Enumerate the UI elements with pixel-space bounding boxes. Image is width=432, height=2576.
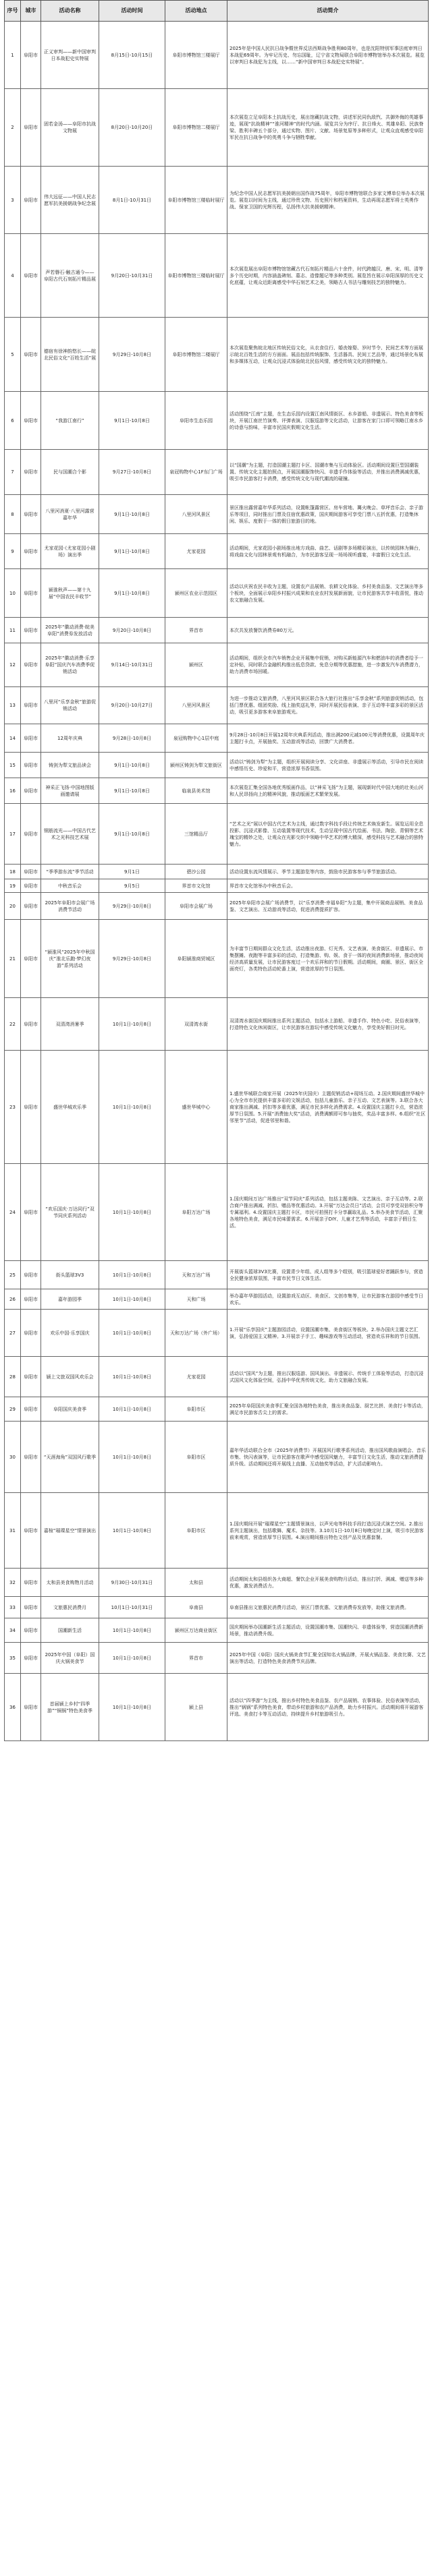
cell-no: 27 xyxy=(5,1310,21,1357)
cell-name: 欢乐中国·乐享国庆 xyxy=(41,1310,99,1357)
cell-no: 7 xyxy=(5,450,21,495)
table-row xyxy=(5,1569,429,1597)
cell-city: 阜阳市 xyxy=(21,1618,41,1643)
cell-no: 8 xyxy=(5,495,21,534)
cell-time: 10月1日-10月8日 xyxy=(99,1051,165,1164)
cell-name: 民与国潮合个影 xyxy=(41,450,99,495)
cell-name: 八里河“乐享金秋”旅游促销活动 xyxy=(41,687,99,724)
cell-name: 2025年“徽动消费·皖美阜阳”消费券发放活动 xyxy=(41,618,99,643)
cell-time: 10月1日-10月31日 xyxy=(99,1597,165,1618)
table-body xyxy=(5,22,429,1741)
cell-intro: 以“国潮”为主题，打造国潮主题打卡区、国潮市集与互动体验区。活动期间设置巨型国潮装置、传统文化主题拍照点，开展国潮服饰快闪、非遗手作体验等活动，并推出消费满减优惠，吸引市民游客打卡消费，感受传统文化与现代潮流的碰撞。 xyxy=(227,450,429,495)
cell-time: 9月28日-10月8日 xyxy=(99,724,165,753)
cell-intro: 本次展览汇集全国各地优秀版画作品，以“神采飞扬”为主题，展现新时代中国大地的壮美山河和人民昂扬向上的精神风貌，推动版画艺术繁荣发展。 xyxy=(227,778,429,804)
cell-intro: 1.盛世华城联合商家开展（2025年庆国庆）主题促销活动+现场互动。2.国庆期间盛世华城中心为全市市民提供丰富多彩的文娱活动，包括儿童游乐、亲子互动、文艺表演等。3.联合各大商家推出满减、折扣等多重优惠，满足市民多样化消费需求。4.设置国庆主题打卡点，营造浓厚节日氛围。5.开展“消费抽大奖”活动，消费满额即可参与抽奖，奖品丰富多样。6.组织“社区邻里节”活动，促进邻里和谐。 xyxy=(227,1051,429,1164)
cell-city: 阜阳市 xyxy=(21,998,41,1051)
cell-no: 1 xyxy=(5,22,21,89)
cell-no: 29 xyxy=(5,1397,21,1422)
cell-place: 八里河风景区 xyxy=(165,495,227,534)
cell-time: 10月1日-10月8日 xyxy=(99,1493,165,1569)
cell-city: 阜阳市 xyxy=(21,392,41,450)
cell-place: 碧沙公园 xyxy=(165,865,227,879)
cell-intro: 举办嘉年华游园活动，设置游戏互动区、美食区、文创市集等，让市民游客在游园中感受节日欢乐。 xyxy=(227,1289,429,1310)
cell-no: 34 xyxy=(5,1618,21,1643)
cell-no: 33 xyxy=(5,1597,21,1618)
table-row xyxy=(5,1289,429,1310)
table-row xyxy=(5,879,429,893)
cell-place: 阜阳市区 xyxy=(165,1493,227,1569)
cell-place: 尤家花园 xyxy=(165,534,227,569)
table-row xyxy=(5,1310,429,1357)
cell-time: 9月27日-10月8日 xyxy=(99,450,165,495)
cell-time: 9月30日-10月31日 xyxy=(99,1569,165,1597)
cell-city: 阜阳市 xyxy=(21,534,41,569)
table-row xyxy=(5,234,429,318)
header-time: 活动时间 xyxy=(99,1,165,22)
cell-place: 颍州区农业示范园区 xyxy=(165,569,227,618)
table-row xyxy=(5,1397,429,1422)
cell-no: 13 xyxy=(5,687,21,724)
cell-name: 铸剑为犁文旅品读会 xyxy=(41,753,99,778)
cell-no: 35 xyxy=(5,1643,21,1674)
cell-intro: 本次展览聚焦皖北地区传统民俗文化，从衣食住行、婚丧嫁娶、岁时节令、民间艺术等方面展示皖北百姓生活的方方面面。展品包括传统服饰、生活器具、民间工艺品等，通过场景化布展和多媒体互动，让观众沉浸式体验皖北民俗风情，感受传统文化的独特魅力。 xyxy=(227,318,429,392)
table-row xyxy=(5,167,429,234)
cell-city: 阜阳市 xyxy=(21,804,41,865)
header-intro: 活动简介 xyxy=(227,1,429,22)
table-row xyxy=(5,893,429,920)
cell-time: 10月1日-10月8日 xyxy=(99,1164,165,1261)
cell-city: 阜阳市 xyxy=(21,1289,41,1310)
table-row xyxy=(5,1051,429,1164)
cell-intro: 为进一步推动文旅消费，八里河风景区联合各大旅行社推出“乐享金秋”系列旅游促销活动，包括门票优惠、组团奖励、线上抽奖送礼等，同时开展民俗表演、亲子互动等丰富多彩的景区活动，吸引更多游客来阜旅游观光。 xyxy=(227,687,429,724)
cell-name: 2025年“徽动消费·乐享阜阳”国庆汽车消费季促销活动 xyxy=(41,643,99,687)
cell-time: 10月1日-10月8日 xyxy=(99,1618,165,1643)
cell-no: 10 xyxy=(5,569,21,618)
cell-time: 9月5日 xyxy=(99,879,165,893)
cell-place: 三馆精品厅 xyxy=(165,804,227,865)
cell-name: 双清湾消暑季 xyxy=(41,998,99,1051)
cell-place: 颍上县 xyxy=(165,1674,227,1741)
table-row xyxy=(5,1597,429,1618)
cell-city: 阜阳市 xyxy=(21,893,41,920)
cell-time: 10月1日-10月8日 xyxy=(99,1397,165,1422)
table-header-row xyxy=(5,1,429,22)
cell-time: 10月1日-10月8日 xyxy=(99,1289,165,1310)
cell-time: 9月1日-10月8日 xyxy=(99,804,165,865)
cell-no: 31 xyxy=(5,1493,21,1569)
cell-no: 12 xyxy=(5,643,21,687)
cell-intro: 为纪念中国人民志愿军抗美援朝出国作战75周年，阜阳市博物馆联合多家文博单位举办本次展览。展览以时间为主线，通过珍贵文物、历史照片和档案资料，生动再现志愿军将士英勇作战、保家卫国的光辉历程，弘扬伟大抗美援朝精神。 xyxy=(227,167,429,234)
cell-no: 22 xyxy=(5,998,21,1051)
cell-place: 界首市 xyxy=(165,1643,227,1674)
cell-city: 阜阳市 xyxy=(21,167,41,234)
cell-name: 国潮新生活 xyxy=(41,1618,99,1643)
cell-no: 19 xyxy=(5,879,21,893)
cell-place: 泉冠购物中心1层中庭 xyxy=(165,724,227,753)
table-row xyxy=(5,865,429,879)
table-row xyxy=(5,1357,429,1397)
cell-place: 阜阳市区 xyxy=(165,1397,227,1422)
cell-name: 阜阳国庆美食季 xyxy=(41,1397,99,1422)
cell-intro: 2025年阜阳国庆美食季汇聚全国各地特色美食，推出美食品鉴、厨艺比拼、美食打卡等活动，满足市民游客舌尖上的需求。 xyxy=(227,1397,429,1422)
cell-intro: 1.国庆期间万达广场推出“双节同庆”系列活动，包括主题美陈、文艺演出、亲子互动等。2.联合商户推出满减、折扣、赠品等优惠活动。3.开展“万达会员日”活动，会员可享受双倍积分等专属福利。4.设置国庆主题打卡区，市民可拍照打卡分享赢取礼品。5.举办美食节活动，汇聚各地特色美食，满足市民味蕾需求。6.开展亲子DIY、儿童才艺秀等活动，丰富亲子假日生活。 xyxy=(227,1164,429,1261)
cell-place: 天和万达广场 xyxy=(165,1261,227,1289)
cell-name: 2025年中国（阜阳）国庆火锅美食节 xyxy=(41,1643,99,1674)
cell-intro: 本次共发放餐饮消费券80万元。 xyxy=(227,618,429,643)
cell-name: 颍上文旅双国风欢乐会 xyxy=(41,1357,99,1397)
cell-place: 太和县 xyxy=(165,1569,227,1597)
cell-time: 10月1日-10月8日 xyxy=(99,1422,165,1493)
cell-time: 9月29日-10月8日 xyxy=(99,893,165,920)
cell-name: 颍淮秋声——第十九届“中国农民丰收节” xyxy=(41,569,99,618)
header-place: 活动地点 xyxy=(165,1,227,22)
table-row xyxy=(5,534,429,569)
cell-name: 街头篮球3V3 xyxy=(41,1261,99,1289)
cell-no: 25 xyxy=(5,1261,21,1289)
cell-no: 3 xyxy=(5,167,21,234)
cell-name: 嘉年游园季 xyxy=(41,1289,99,1310)
cell-no: 28 xyxy=(5,1357,21,1397)
table-row xyxy=(5,920,429,998)
table-row xyxy=(5,643,429,687)
events-table xyxy=(4,0,429,1741)
cell-place: 阜阳市会展广场 xyxy=(165,893,227,920)
cell-name: “我游江南行” xyxy=(41,392,99,450)
header-city: 城市 xyxy=(21,1,41,22)
cell-city: 阜阳市 xyxy=(21,1493,41,1569)
cell-intro: 本次展览立足阜阳本土抗战历史，展出馆藏抗战文物，讲述军民同仇敌忾、共御外侮的英雄事迹，展现“抗战精神”“淮河精神”的时代内涵。展览共分为序厅、抗日烽火、英雄阜阳、民族脊梁、胜利丰碑五个部分，通过实物、图片、文献、场景复原等多种形式，让观众直观感受阜阳军民在抗日战争中的英勇斗争与牺牲奉献。 xyxy=(227,89,429,167)
cell-city: 阜阳市 xyxy=(21,22,41,89)
cell-city: 阜阳市 xyxy=(21,1261,41,1289)
cell-place: 阜阳市博物馆二楼展厅 xyxy=(165,318,227,392)
cell-place: 阜阳市生态乐园 xyxy=(165,392,227,450)
cell-name: 首届颍上乡村“四季游”“锅锅”特色美食季 xyxy=(41,1674,99,1741)
cell-city: 阜阳市 xyxy=(21,920,41,998)
cell-city: 阜阳市 xyxy=(21,234,41,318)
cell-intro: 嘉年华活动联合全市（2025年消费节）开展国风行歌季系列活动，推出国风歌曲演唱会、音乐市集、快闪表演等，让市民游客在歌声中感受国风魅力，丰富节日文化生活，推动文旅消费提质升级。活动期间还将开展线上直播、互动抽奖等活动，扩大活动影响力。 xyxy=(227,1422,429,1493)
cell-time: 9月1日-10月8日 xyxy=(99,753,165,778)
cell-name: 太和县美食购物月活动 xyxy=(41,1569,99,1597)
cell-city: 阜阳市 xyxy=(21,753,41,778)
cell-intro: 阜南县推出文旅惠民消费月活动，景区门票优惠、文旅消费券发放等，助推文旅消费。 xyxy=(227,1597,429,1618)
cell-name: 文旅惠民消费月 xyxy=(41,1597,99,1618)
cell-no: 9 xyxy=(5,534,21,569)
table-row xyxy=(5,495,429,534)
cell-time: 9月20日-10月27日 xyxy=(99,687,165,724)
cell-city: 阜阳市 xyxy=(21,318,41,392)
cell-city: 阜阳市 xyxy=(21,1597,41,1618)
cell-intro: 1.开展“乐享国庆”主题游园活动，设置国潮市集、美食街区等板块。2.举办国庆主题文艺汇演，弘扬爱国主义精神。3.开展亲子手工、趣味游戏等互动活动，营造欢乐祥和的节日氛围。 xyxy=(227,1310,429,1357)
cell-name: 固若金汤——阜阳市抗战文物展 xyxy=(41,89,99,167)
cell-city: 阜阳市 xyxy=(21,1164,41,1261)
cell-place: 八里河风景区 xyxy=(165,687,227,724)
cell-name: 尤家花园·《尤家花园小剧场》演出季 xyxy=(41,534,99,569)
cell-no: 20 xyxy=(5,893,21,920)
cell-intro: 本次展览展出阜阳市博物馆馆藏古代石刻拓片精品六十余件，时代跨越汉、唐、宋、明、清等多个历史时期，内容涵盖碑刻、墓志、造像题记等多种类别。展览旨在展示阜阳深厚的历史文化底蕴，让观众近距离感受中华石刻艺术之美，领略古人书法与雕刻技艺的独特魅力。 xyxy=(227,234,429,318)
cell-intro: 2025年阜阳市会展广场消费节，以“乐享消费·幸福阜阳”为主题，集中开展商品展销、美食品鉴、文艺演出、互动游戏等活动，促进消费提质扩容。 xyxy=(227,893,429,920)
cell-name: 德宿有徐神韵悠长——皖北民俗文化“百姓生活”展 xyxy=(41,318,99,392)
cell-time: 9月20日-10月31日 xyxy=(99,234,165,318)
cell-city: 阜阳市 xyxy=(21,643,41,687)
cell-place: 阜阳市博物馆三楼展厅 xyxy=(165,22,227,89)
cell-no: 15 xyxy=(5,753,21,778)
cell-name: “欢乐国庆·万达同行”双节同庆系列活动 xyxy=(41,1164,99,1261)
cell-intro: 1.国庆期间开展“璀璨星空”主题情景演出，以声光电等科技手段打造沉浸式演艺空间。2.推出系列主题演出，包括歌舞、魔术、杂技等。3.10月1日-10月8日每晚定时上演，吸引市民游客前来观赏，营造浓厚节日氛围。4.演出期间推出特色文创产品及优惠套餐。 xyxy=(227,1493,429,1569)
cell-name: 嘉楦“璀璨星空”情景演出 xyxy=(41,1493,99,1569)
cell-no: 26 xyxy=(5,1289,21,1310)
cell-intro: 活动以庆祝农民丰收为主题，设置农产品展销、农耕文化体验、乡村美食品鉴、文艺演出等多个板块，全面展示阜阳乡村振兴成果和农业农村发展新面貌，让市民游客共享丰收喜悦，推动农文旅融合发展。 xyxy=(227,569,429,618)
cell-place: 颍州区 xyxy=(165,643,227,687)
cell-intro: 活动以“四季游”为主线，推出乡村特色美食品鉴、农产品展销、农事体验、民俗表演等活动，推出“锅锅”系列特色美食，带动乡村旅游和农产品消费，助力乡村振兴。活动期间将开展游客评选、美食打卡等互动活动，持续提升乡村旅游吸引力。 xyxy=(227,1674,429,1741)
cell-name: “天涯海角”双国风行歌季 xyxy=(41,1422,99,1493)
cell-city: 阜阳市 xyxy=(21,865,41,879)
cell-intro: 活动期间太和县组织各大商超、餐饮企业开展美食购物月活动，推出打折、满减、赠送等多种优惠，激发消费活力。 xyxy=(227,1569,429,1597)
table-row xyxy=(5,1261,429,1289)
cell-city: 阜阳市 xyxy=(21,687,41,724)
cell-intro: 国庆期间举办国潮新生活主题活动，设置国潮市集、国潮快闪、非遗体验等，营造国潮消费新场景，推动消费升级。 xyxy=(227,1618,429,1643)
cell-place: 颍州区万达商业街区 xyxy=(165,1618,227,1643)
cell-name: 声若磐石·触古通今——阜阳古代石刻拓片精品展 xyxy=(41,234,99,318)
cell-time: 9月14日-10月31日 xyxy=(99,643,165,687)
table-row xyxy=(5,1493,429,1569)
table-row xyxy=(5,1674,429,1741)
cell-city: 阜阳市 xyxy=(21,778,41,804)
cell-place: 阜南县 xyxy=(165,1597,227,1618)
cell-intro: 界首市文化馆举办中秋音乐会。 xyxy=(227,879,429,893)
table-row xyxy=(5,998,429,1051)
cell-name: “季季游东流”季节活动 xyxy=(41,865,99,879)
cell-intro: 双清湾水街国庆期间推出系列主题活动，包括水上游船、非遗手作、特色小吃、民俗表演等，打造特色文化休闲街区，让市民游客在游玩中感受传统文化魅力，享受美好假日时光。 xyxy=(227,998,429,1051)
cell-place: 天和广场 xyxy=(165,1289,227,1310)
cell-place: 阜阳市区 xyxy=(165,1422,227,1493)
cell-no: 24 xyxy=(5,1164,21,1261)
cell-time: 9月1日-10月8日 xyxy=(99,778,165,804)
cell-no: 32 xyxy=(5,1569,21,1597)
table-row xyxy=(5,1422,429,1493)
cell-intro: 开展街头篮球3V3比赛，设置青少年组、成人组等多个组别，吸引篮球爱好者踊跃参与，营造全民健身浓厚氛围，丰富市民节日文体生活。 xyxy=(227,1261,429,1289)
cell-city: 阜阳市 xyxy=(21,495,41,534)
cell-place: 天和万达广场（外广场） xyxy=(165,1310,227,1357)
cell-name: 2025年阜阳市会展广场消费节活动 xyxy=(41,893,99,920)
cell-name: 伟大远征——中国人民志愿军抗美援朝战争纪念展 xyxy=(41,167,99,234)
table-row xyxy=(5,753,429,778)
cell-place: 临泉县美术馆 xyxy=(165,778,227,804)
cell-city: 阜阳市 xyxy=(21,1357,41,1397)
cell-time: 9月1日 xyxy=(99,865,165,879)
cell-place: 阜阳万达广场 xyxy=(165,1164,227,1261)
cell-name: 盛世华城欢乐季 xyxy=(41,1051,99,1164)
cell-intro: 9月28日-10月8日开展12周年庆典系列活动，推出满200元减100元等消费优惠，设置周年庆主题打卡点，开展抽奖、互动游戏等活动，回馈广大消费者。 xyxy=(227,724,429,753)
table-row xyxy=(5,318,429,392)
cell-place: 阜阳颍淮商贸城区 xyxy=(165,920,227,998)
cell-city: 阜阳市 xyxy=(21,1569,41,1597)
cell-time: 10月1日-10月8日 xyxy=(99,1643,165,1674)
table-row xyxy=(5,89,429,167)
cell-no: 14 xyxy=(5,724,21,753)
cell-place: 阜阳市博物馆三楼临时展厅 xyxy=(165,167,227,234)
cell-time: 9月1日-10月8日 xyxy=(99,392,165,450)
cell-intro: 活动以“国风”为主题，推出汉服巡游、国风演出、非遗展示、传统手工体验等活动，打造沉浸式国风文化体验空间，弘扬中华优秀传统文化，助力文旅融合发展。 xyxy=(227,1357,429,1397)
cell-intro: 活动围绕“江南”主题，在生态乐园内设置江南风情街区、水乡游船、非遗展示、特色美食等板块，开展江南丝竹演奏、评弹表演、汉服巡游等文化活动，让游客在家门口即可领略江南水乡的诗意与韵味，丰富市民国庆假期文化生活。 xyxy=(227,392,429,450)
cell-no: 18 xyxy=(5,865,21,879)
cell-no: 30 xyxy=(5,1422,21,1493)
cell-intro: 活动期间，组织全市汽车销售企业开展集中促销，对购买新能源汽车和燃油车的消费者给予一定补贴，同时联合金融机构推出低息贷款、免息分期等优惠措施，进一步激发汽车消费潜力，助力消费市场回暖。 xyxy=(227,643,429,687)
cell-time: 10月1日-10月8日 xyxy=(99,1310,165,1357)
cell-city: 阜阳市 xyxy=(21,879,41,893)
cell-time: 9月1日-10月8日 xyxy=(99,569,165,618)
cell-city: 阜阳市 xyxy=(21,724,41,753)
table-row xyxy=(5,22,429,89)
cell-intro: 景区推出露营嘉年华系列活动，设置帐篷露营区、房车营地、篝火晚会、草坪音乐会、亲子游乐等项目，同时推出门票及住宿优惠政策，国庆期间游客可享受门票八五折优惠，打造集休闲、娱乐、度假于一体的假日旅游目的地。 xyxy=(227,495,429,534)
cell-city: 阜阳市 xyxy=(21,618,41,643)
table-row xyxy=(5,804,429,865)
header-no: 序号 xyxy=(5,1,21,22)
cell-city: 阜阳市 xyxy=(21,1310,41,1357)
cell-intro: 活动期间，尤家花园小剧场推出地方戏曲、曲艺、话剧等多场精彩演出，以传统园林为舞台，将戏曲文化与园林景观有机融合，为市民游客呈现一场场视听盛宴，丰富假日文化生活。 xyxy=(227,534,429,569)
cell-city: 阜阳市 xyxy=(21,1422,41,1493)
header-name: 活动名称 xyxy=(41,1,99,22)
cell-time: 8月20日-10月20日 xyxy=(99,89,165,167)
cell-no: 16 xyxy=(5,778,21,804)
cell-time: 9月1日-10月8日 xyxy=(99,495,165,534)
table-row xyxy=(5,1618,429,1643)
cell-intro: “艺术之光”展以中国古代艺术为主线，通过数字科技手段让传统艺术焕发新生。展览运用全息投影、沉浸式影像、互动装置等现代技术，生动呈现中国古代绘画、书法、陶瓷、青铜等艺术瑰宝的精妙之处，让观众在光影交织中领略中华艺术的博大精深，感受科技与艺术融合的独特魅力。 xyxy=(227,804,429,865)
table-row xyxy=(5,778,429,804)
cell-place: 尤家花园 xyxy=(165,1357,227,1397)
cell-time: 10月1日-10月8日 xyxy=(99,1357,165,1397)
cell-time: 8月15日-10月15日 xyxy=(99,22,165,89)
cell-place: 阜阳市博物馆三楼临时展厅 xyxy=(165,234,227,318)
cell-time: 9月29日-10月8日 xyxy=(99,318,165,392)
table-row xyxy=(5,392,429,450)
cell-intro: 活动设置东流风情展示、季节主题游览等内容，鼓励市民游客参与季节旅游活动。 xyxy=(227,865,429,879)
table-row xyxy=(5,1164,429,1261)
cell-city: 阜阳市 xyxy=(21,1051,41,1164)
cell-name: 八里河消夏·八里河露营嘉年华 xyxy=(41,495,99,534)
cell-name: “颍淮风“2025年中秋国庆”淮北乐跑·梦幻夜游”系列活动 xyxy=(41,920,99,998)
cell-city: 阜阳市 xyxy=(21,569,41,618)
cell-name: 12周年庆典 xyxy=(41,724,99,753)
table-row xyxy=(5,618,429,643)
cell-place: 双清湾水街 xyxy=(165,998,227,1051)
table-row xyxy=(5,450,429,495)
cell-city: 阜阳市 xyxy=(21,1643,41,1674)
cell-no: 17 xyxy=(5,804,21,865)
cell-time: 9月1日-10月8日 xyxy=(99,534,165,569)
cell-place: 界首市文化馆 xyxy=(165,879,227,893)
cell-no: 5 xyxy=(5,318,21,392)
cell-no: 2 xyxy=(5,89,21,167)
cell-place: 阜阳市博物馆二楼展厅 xyxy=(165,89,227,167)
cell-intro: 为丰富节日期间群众文化生活，活动推出夜游、灯光秀、文艺表演、美食街区、非遗展示、市集摆摊、夜跑等丰富多彩的活动，打造集游、购、娱、食于一体的夜间消费新场景，推动夜间经济高质量发展，让市民游客度过一个欢乐祥和的节日假期。活动期间，商圈、景区、街区全面亮灯，各类特色活动轮番上演，营造浓厚的节日氛围。 xyxy=(227,920,429,998)
cell-place: 泉冠购物中心1F东门广场 xyxy=(165,450,227,495)
cell-place: 界首市 xyxy=(165,618,227,643)
cell-no: 11 xyxy=(5,618,21,643)
cell-time: 8月1日-10月31日 xyxy=(99,167,165,234)
cell-city: 阜阳市 xyxy=(21,1674,41,1741)
cell-name: 正义审判——新中国审判日本战犯史实特展 xyxy=(41,22,99,89)
table-row xyxy=(5,724,429,753)
cell-time: 10月1日-10月8日 xyxy=(99,1674,165,1741)
cell-time: 9月29日-10月8日 xyxy=(99,920,165,998)
cell-no: 4 xyxy=(5,234,21,318)
cell-city: 阜阳市 xyxy=(21,89,41,167)
cell-place: 盛世华城中心 xyxy=(165,1051,227,1164)
cell-intro: 活动以“铸剑为犁”为主题，组织开展阅读分享、文化讲座、非遗展示等活动，引导市民在阅读中感悟历史、珍爱和平，营造浓厚书香氛围。 xyxy=(227,753,429,778)
cell-time: 10月1日-10月8日 xyxy=(99,998,165,1051)
table-row xyxy=(5,687,429,724)
table-row xyxy=(5,569,429,618)
cell-time: 10月1日-10月8日 xyxy=(99,1261,165,1289)
cell-city: 阜阳市 xyxy=(21,450,41,495)
cell-place: 颍州区铸剑为犁文旅街区 xyxy=(165,753,227,778)
cell-city: 阜阳市 xyxy=(21,1397,41,1422)
cell-intro: 2025年是中国人民抗日战争暨世界反法西斯战争胜利80周年，也是沈阳特别军事法庭审判日本战犯69周年。为牢记历史、勿忘国耻，辽宁省文物局联合阜阳市博物馆举办本次展览。展览以审判日本战犯为主线，以……“新中国审判日本战犯史实特展”。 xyxy=(227,22,429,89)
cell-no: 23 xyxy=(5,1051,21,1164)
cell-no: 6 xyxy=(5,392,21,450)
cell-no: 21 xyxy=(5,920,21,998)
cell-name: 中秋音乐会 xyxy=(41,879,99,893)
cell-name: 钢筋流光——中国古代艺术之光科技艺术展 xyxy=(41,804,99,865)
cell-name: 神采正飞扬·中国地图版画邀请展 xyxy=(41,778,99,804)
cell-intro: 2025年中国（阜阳）国庆火锅美食节汇聚全国知名火锅品牌，开展火锅品鉴、美食比赛、文艺演出等活动，打造特色美食消费节庆品牌。 xyxy=(227,1643,429,1674)
cell-no: 36 xyxy=(5,1674,21,1741)
table-row xyxy=(5,1643,429,1674)
cell-time: 9月20日-10月8日 xyxy=(99,618,165,643)
